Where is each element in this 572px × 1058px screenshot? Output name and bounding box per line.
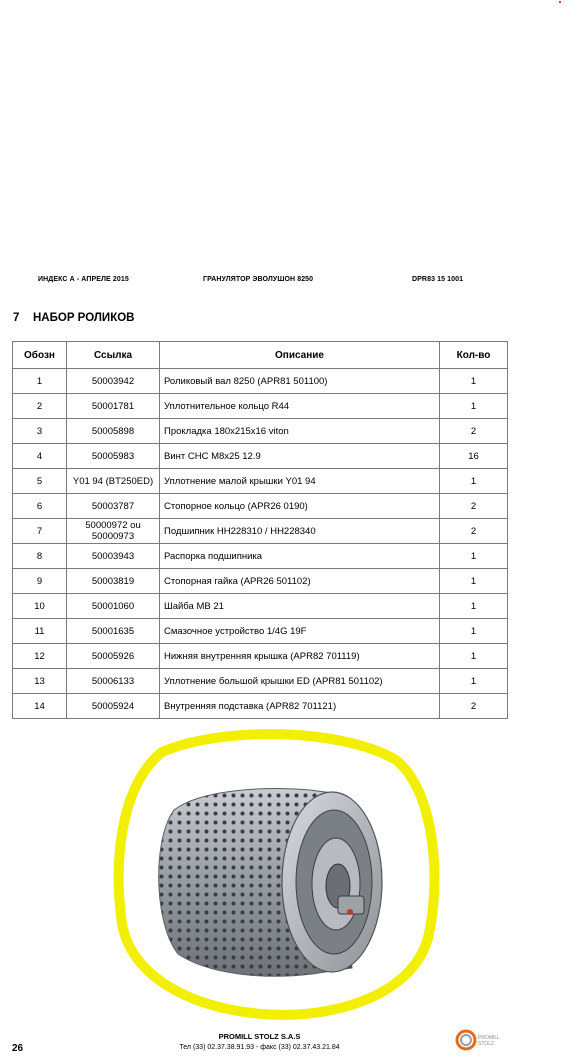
- column-header-reference: Ссылка: [67, 342, 160, 369]
- cell-reference: 50001781: [67, 394, 160, 419]
- company-logo: [455, 1026, 505, 1052]
- cell-quantity: 1: [440, 469, 508, 494]
- logo-text-2: STOLZ: [478, 1041, 495, 1047]
- cell-description: Прокладка 180x215x16 viton: [160, 419, 440, 444]
- table-row: [13, 694, 508, 719]
- cell-position: 2: [13, 394, 67, 419]
- cell-position: 5: [13, 469, 67, 494]
- cell-reference: Y01 94 (BT250ED): [67, 469, 160, 494]
- cell-position: 6: [13, 494, 67, 519]
- cell-reference: 50003787: [67, 494, 160, 519]
- cell-position: 13: [13, 669, 67, 694]
- cell-description: Подшипник HH228310 / HH228340: [160, 519, 440, 544]
- column-header-quantity: Кол-во: [440, 342, 508, 369]
- footer-company: PROMILL STOLZ S.A.S: [218, 1032, 301, 1041]
- cell-position: 10: [13, 594, 67, 619]
- cell-description: Роликовый вал 8250 (APR81 501100): [160, 369, 440, 394]
- cell-quantity: 1: [440, 669, 508, 694]
- parts-table: [12, 341, 508, 719]
- table-row: [13, 394, 508, 419]
- table-row: [13, 594, 508, 619]
- header-index: ИНДЕКС А - АПРЕЛЕ 2015: [38, 276, 129, 283]
- cell-quantity: 16: [440, 444, 508, 469]
- table-row: [13, 419, 508, 444]
- section-title: НАБОР РОЛИКОВ: [33, 312, 135, 324]
- cell-quantity: 1: [440, 369, 508, 394]
- cell-position: 1: [13, 369, 67, 394]
- cell-description: Смазочное устройство 1/4G 19F: [160, 619, 440, 644]
- table-row: [13, 469, 508, 494]
- company-logo-mark: [455, 1026, 505, 1052]
- cell-reference: 50005926: [67, 644, 160, 669]
- cell-description: Уплотнительное кольцо R44: [160, 394, 440, 419]
- cell-reference: 50006133: [67, 669, 160, 694]
- header-product: ГРАНУЛЯТОР ЭВОЛУШОН 8250: [203, 276, 314, 283]
- cell-quantity: 1: [440, 619, 508, 644]
- cell-reference: 50003819: [67, 569, 160, 594]
- cell-description: Нижняя внутренняя крышка (APR82 701119): [160, 644, 440, 669]
- cell-description: Винт CHC M8x25 12.9: [160, 444, 440, 469]
- cell-position: 11: [13, 619, 67, 644]
- logo-text-1: PROMILL: [478, 1035, 500, 1041]
- cell-quantity: 2: [440, 419, 508, 444]
- corner-mark: [559, 1, 561, 3]
- table-row: [13, 544, 508, 569]
- cell-position: 4: [13, 444, 67, 469]
- cell-reference: 50005898: [67, 419, 160, 444]
- header-doc-ref: DPR83 15 1001: [412, 276, 464, 283]
- column-header-position: Обозн: [13, 342, 67, 369]
- cell-reference: 50001060: [67, 594, 160, 619]
- cell-reference: 50003942: [67, 369, 160, 394]
- table-row: [13, 519, 508, 544]
- cell-position: 14: [13, 694, 67, 719]
- cell-description: Шайба MB 21: [160, 594, 440, 619]
- cell-quantity: 1: [440, 594, 508, 619]
- cell-description: Распорка подшипника: [160, 544, 440, 569]
- table-row: [13, 669, 508, 694]
- section-number: 7: [13, 312, 20, 324]
- cell-position: 3: [13, 419, 67, 444]
- table-row: [13, 619, 508, 644]
- cell-description: Уплотнение малой крышки Y01 94: [160, 469, 440, 494]
- cell-quantity: 1: [440, 394, 508, 419]
- cell-quantity: 1: [440, 569, 508, 594]
- running-header: [0, 276, 572, 288]
- cell-reference: 50000972 ou 50000973: [67, 519, 160, 544]
- section-heading: [13, 312, 134, 324]
- cell-position: 8: [13, 544, 67, 569]
- column-header-description: Описание: [160, 342, 440, 369]
- table-row: [13, 494, 508, 519]
- table-row: [13, 644, 508, 669]
- table-row: [13, 569, 508, 594]
- cell-reference: 50005924: [67, 694, 160, 719]
- cell-description: Уплотнение большой крышки ED (APR81 501102): [160, 669, 440, 694]
- cell-description: Стопорное кольцо (APR26 0190): [160, 494, 440, 519]
- roller-assembly-figure: [112, 728, 444, 1020]
- parts-table-body: [13, 369, 508, 719]
- page-number: 26: [12, 1043, 24, 1054]
- cell-position: 9: [13, 569, 67, 594]
- cell-quantity: 2: [440, 519, 508, 544]
- cell-reference: 50001635: [67, 619, 160, 644]
- footer-contact: Тел (33) 02.37.38.91.93 - факс (33) 02.37.43.21.84: [179, 1044, 340, 1051]
- cell-position: 7: [13, 519, 67, 544]
- cell-description: Стопорная гайка (APR26 501102): [160, 569, 440, 594]
- table-row: [13, 444, 508, 469]
- cell-quantity: 2: [440, 694, 508, 719]
- cell-quantity: 1: [440, 644, 508, 669]
- cell-quantity: 2: [440, 494, 508, 519]
- table-header-row: [13, 342, 508, 369]
- cell-description: Внутренняя подставка (APR82 701121): [160, 694, 440, 719]
- table-row: [13, 369, 508, 394]
- cell-position: 12: [13, 644, 67, 669]
- cell-quantity: 1: [440, 544, 508, 569]
- cell-reference: 50003943: [67, 544, 160, 569]
- roller-assembly-illustration: [112, 728, 444, 1020]
- cell-reference: 50005983: [67, 444, 160, 469]
- roller-end-face: [282, 792, 382, 972]
